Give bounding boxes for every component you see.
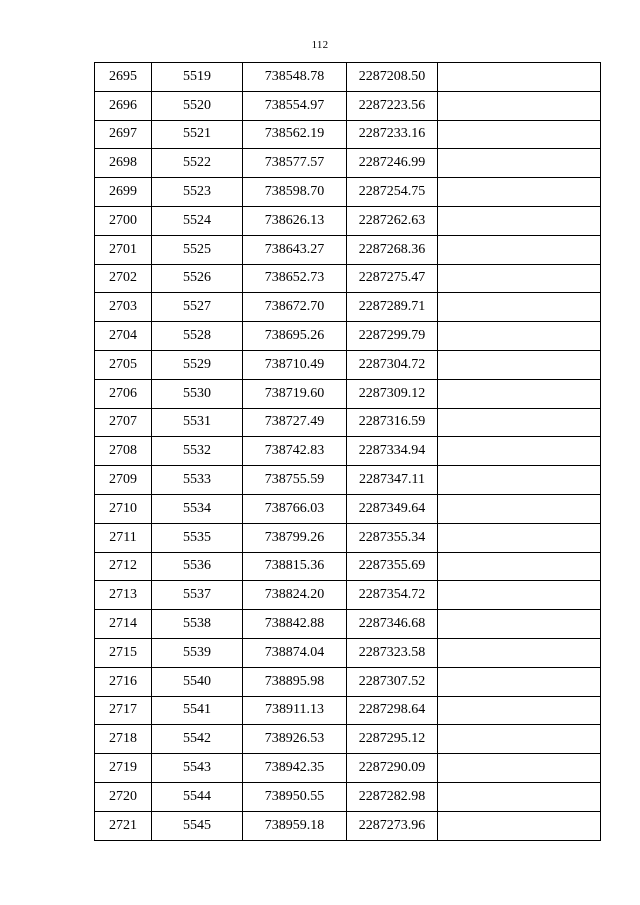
row-index-cell: 2709	[95, 466, 152, 495]
note-cell	[438, 322, 601, 351]
x-coordinate-cell: 738815.36	[243, 552, 347, 581]
row-index-cell: 2697	[95, 120, 152, 149]
x-coordinate-cell: 738766.03	[243, 494, 347, 523]
row-index-cell: 2712	[95, 552, 152, 581]
row-index-cell: 2698	[95, 149, 152, 178]
row-index-cell: 2706	[95, 379, 152, 408]
y-coordinate-cell: 2287309.12	[347, 379, 438, 408]
point-id-cell: 5523	[152, 178, 243, 207]
row-index-cell: 2719	[95, 754, 152, 783]
y-coordinate-cell: 2287346.68	[347, 610, 438, 639]
y-coordinate-cell: 2287355.34	[347, 523, 438, 552]
x-coordinate-cell: 738942.35	[243, 754, 347, 783]
table-row	[95, 667, 601, 696]
table-row	[95, 782, 601, 811]
x-coordinate-cell: 738727.49	[243, 408, 347, 437]
y-coordinate-cell: 2287289.71	[347, 293, 438, 322]
table-row	[95, 811, 601, 840]
table-row	[95, 466, 601, 495]
point-id-cell: 5521	[152, 120, 243, 149]
y-coordinate-cell: 2287349.64	[347, 494, 438, 523]
row-index-cell: 2716	[95, 667, 152, 696]
x-coordinate-cell: 738695.26	[243, 322, 347, 351]
point-id-cell: 5530	[152, 379, 243, 408]
point-id-cell: 5533	[152, 466, 243, 495]
point-id-cell: 5532	[152, 437, 243, 466]
table-row	[95, 552, 601, 581]
x-coordinate-cell: 738672.70	[243, 293, 347, 322]
table-row	[95, 408, 601, 437]
x-coordinate-cell: 738799.26	[243, 523, 347, 552]
x-coordinate-cell: 738710.49	[243, 350, 347, 379]
note-cell	[438, 466, 601, 495]
table-row	[95, 206, 601, 235]
row-index-cell: 2714	[95, 610, 152, 639]
table-row	[95, 581, 601, 610]
x-coordinate-cell: 738824.20	[243, 581, 347, 610]
y-coordinate-cell: 2287282.98	[347, 782, 438, 811]
note-cell	[438, 581, 601, 610]
note-cell	[438, 782, 601, 811]
table-row	[95, 638, 601, 667]
y-coordinate-cell: 2287295.12	[347, 725, 438, 754]
x-coordinate-cell: 738742.83	[243, 437, 347, 466]
point-id-cell: 5541	[152, 696, 243, 725]
row-index-cell: 2708	[95, 437, 152, 466]
point-id-cell: 5542	[152, 725, 243, 754]
table-row	[95, 350, 601, 379]
point-id-cell: 5529	[152, 350, 243, 379]
x-coordinate-cell: 738874.04	[243, 638, 347, 667]
x-coordinate-cell: 738598.70	[243, 178, 347, 207]
table-row	[95, 523, 601, 552]
point-id-cell: 5540	[152, 667, 243, 696]
note-cell	[438, 235, 601, 264]
note-cell	[438, 293, 601, 322]
row-index-cell: 2721	[95, 811, 152, 840]
row-index-cell: 2705	[95, 350, 152, 379]
y-coordinate-cell: 2287354.72	[347, 581, 438, 610]
row-index-cell: 2696	[95, 91, 152, 120]
table-row	[95, 120, 601, 149]
note-cell	[438, 120, 601, 149]
x-coordinate-cell: 738643.27	[243, 235, 347, 264]
point-id-cell: 5527	[152, 293, 243, 322]
y-coordinate-cell: 2287268.36	[347, 235, 438, 264]
note-cell	[438, 206, 601, 235]
row-index-cell: 2718	[95, 725, 152, 754]
x-coordinate-cell: 738719.60	[243, 379, 347, 408]
note-cell	[438, 811, 601, 840]
table-row	[95, 696, 601, 725]
note-cell	[438, 178, 601, 207]
note-cell	[438, 552, 601, 581]
point-id-cell: 5544	[152, 782, 243, 811]
note-cell	[438, 63, 601, 92]
note-cell	[438, 696, 601, 725]
point-id-cell: 5537	[152, 581, 243, 610]
point-id-cell: 5524	[152, 206, 243, 235]
y-coordinate-cell: 2287275.47	[347, 264, 438, 293]
point-id-cell: 5525	[152, 235, 243, 264]
table-row	[95, 610, 601, 639]
table-body	[95, 63, 601, 841]
point-id-cell: 5522	[152, 149, 243, 178]
table-row	[95, 264, 601, 293]
note-cell	[438, 437, 601, 466]
note-cell	[438, 149, 601, 178]
y-coordinate-cell: 2287334.94	[347, 437, 438, 466]
table-row	[95, 494, 601, 523]
table-row	[95, 235, 601, 264]
y-coordinate-cell: 2287290.09	[347, 754, 438, 783]
y-coordinate-cell: 2287298.64	[347, 696, 438, 725]
table-row	[95, 725, 601, 754]
row-index-cell: 2711	[95, 523, 152, 552]
x-coordinate-cell: 738548.78	[243, 63, 347, 92]
y-coordinate-cell: 2287273.96	[347, 811, 438, 840]
row-index-cell: 2707	[95, 408, 152, 437]
table-row	[95, 322, 601, 351]
row-index-cell: 2710	[95, 494, 152, 523]
row-index-cell: 2700	[95, 206, 152, 235]
row-index-cell: 2720	[95, 782, 152, 811]
row-index-cell: 2715	[95, 638, 152, 667]
x-coordinate-cell: 738959.18	[243, 811, 347, 840]
table-row	[95, 293, 601, 322]
row-index-cell: 2713	[95, 581, 152, 610]
y-coordinate-cell: 2287223.56	[347, 91, 438, 120]
row-index-cell: 2701	[95, 235, 152, 264]
x-coordinate-cell: 738911.13	[243, 696, 347, 725]
point-id-cell: 5536	[152, 552, 243, 581]
point-id-cell: 5535	[152, 523, 243, 552]
note-cell	[438, 494, 601, 523]
y-coordinate-cell: 2287307.52	[347, 667, 438, 696]
page-number: 112	[311, 39, 329, 51]
x-coordinate-cell: 738842.88	[243, 610, 347, 639]
y-coordinate-cell: 2287254.75	[347, 178, 438, 207]
y-coordinate-cell: 2287262.63	[347, 206, 438, 235]
note-cell	[438, 264, 601, 293]
note-cell	[438, 667, 601, 696]
note-cell	[438, 379, 601, 408]
y-coordinate-cell: 2287233.16	[347, 120, 438, 149]
table-row	[95, 178, 601, 207]
point-id-cell: 5528	[152, 322, 243, 351]
note-cell	[438, 610, 601, 639]
point-id-cell: 5520	[152, 91, 243, 120]
row-index-cell: 2695	[95, 63, 152, 92]
x-coordinate-cell: 738950.55	[243, 782, 347, 811]
point-id-cell: 5543	[152, 754, 243, 783]
y-coordinate-cell: 2287355.69	[347, 552, 438, 581]
point-id-cell: 5539	[152, 638, 243, 667]
point-id-cell: 5526	[152, 264, 243, 293]
x-coordinate-cell: 738554.97	[243, 91, 347, 120]
note-cell	[438, 638, 601, 667]
x-coordinate-cell: 738895.98	[243, 667, 347, 696]
y-coordinate-cell: 2287208.50	[347, 63, 438, 92]
x-coordinate-cell: 738577.57	[243, 149, 347, 178]
coordinates-table	[94, 62, 601, 841]
x-coordinate-cell: 738562.19	[243, 120, 347, 149]
x-coordinate-cell: 738652.73	[243, 264, 347, 293]
note-cell	[438, 523, 601, 552]
y-coordinate-cell: 2287316.59	[347, 408, 438, 437]
table-row	[95, 63, 601, 92]
row-index-cell: 2717	[95, 696, 152, 725]
row-index-cell: 2703	[95, 293, 152, 322]
note-cell	[438, 754, 601, 783]
note-cell	[438, 725, 601, 754]
note-cell	[438, 91, 601, 120]
row-index-cell: 2699	[95, 178, 152, 207]
x-coordinate-cell: 738926.53	[243, 725, 347, 754]
row-index-cell: 2704	[95, 322, 152, 351]
note-cell	[438, 408, 601, 437]
y-coordinate-cell: 2287299.79	[347, 322, 438, 351]
y-coordinate-cell: 2287347.11	[347, 466, 438, 495]
note-cell	[438, 350, 601, 379]
point-id-cell: 5534	[152, 494, 243, 523]
point-id-cell: 5519	[152, 63, 243, 92]
y-coordinate-cell: 2287246.99	[347, 149, 438, 178]
table-row	[95, 437, 601, 466]
y-coordinate-cell: 2287323.58	[347, 638, 438, 667]
point-id-cell: 5538	[152, 610, 243, 639]
table-row	[95, 91, 601, 120]
point-id-cell: 5545	[152, 811, 243, 840]
table-row	[95, 149, 601, 178]
table-row	[95, 379, 601, 408]
x-coordinate-cell: 738626.13	[243, 206, 347, 235]
point-id-cell: 5531	[152, 408, 243, 437]
y-coordinate-cell: 2287304.72	[347, 350, 438, 379]
table-row	[95, 754, 601, 783]
x-coordinate-cell: 738755.59	[243, 466, 347, 495]
row-index-cell: 2702	[95, 264, 152, 293]
